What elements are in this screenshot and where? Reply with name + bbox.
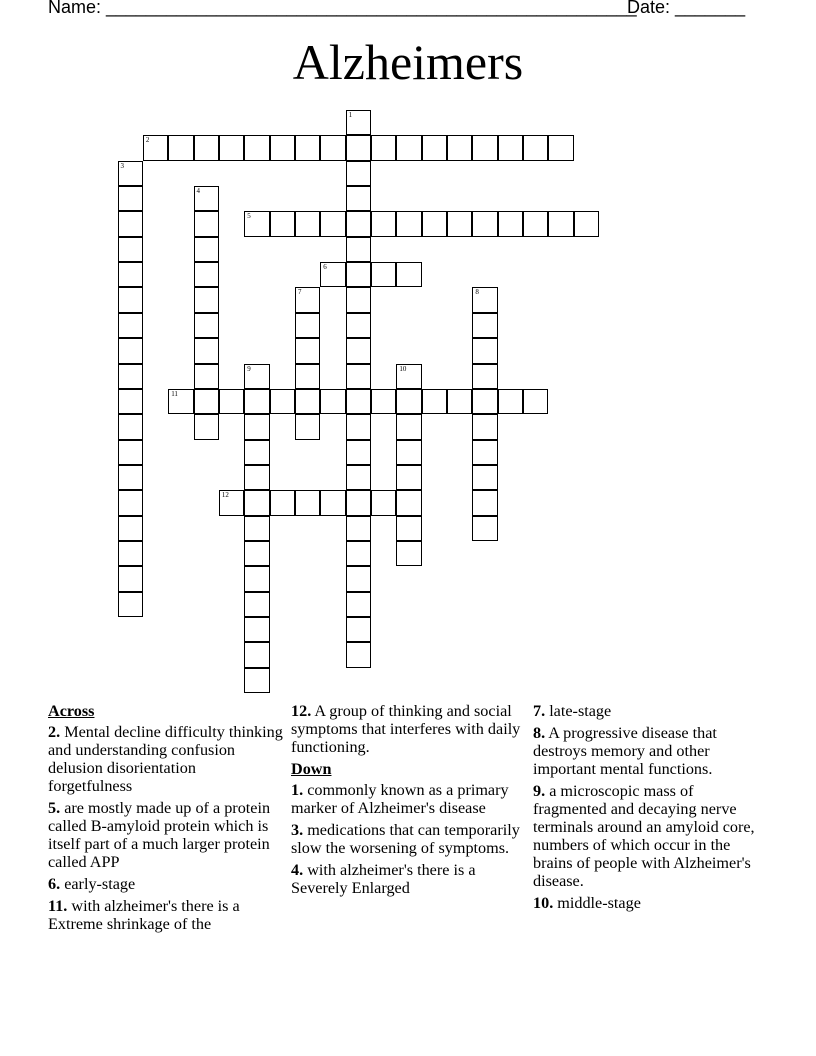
grid-cell[interactable] xyxy=(523,389,548,414)
down-heading: Down xyxy=(291,760,332,778)
grid-cell[interactable] xyxy=(194,135,219,160)
grid-cell[interactable] xyxy=(118,262,143,287)
grid-cell[interactable] xyxy=(346,211,371,236)
clues-column-2 xyxy=(291,702,527,901)
cell-number: 9 xyxy=(247,364,251,373)
grid-cell[interactable] xyxy=(422,211,447,236)
grid-cell[interactable] xyxy=(244,592,269,617)
grid-cell[interactable] xyxy=(118,211,143,236)
grid-cell[interactable] xyxy=(244,465,269,490)
clue-text: early-stage xyxy=(64,875,136,893)
grid-cell[interactable] xyxy=(118,490,143,515)
grid-cell[interactable] xyxy=(396,414,421,439)
grid-cell[interactable] xyxy=(295,338,320,363)
grid-cell[interactable] xyxy=(396,465,421,490)
cell-number: 5 xyxy=(247,212,251,221)
grid-cell[interactable] xyxy=(396,364,421,389)
grid-cell[interactable] xyxy=(168,135,193,160)
grid-cell[interactable] xyxy=(472,287,497,312)
clue-number: 3. xyxy=(291,821,304,839)
clue-number: 9. xyxy=(533,782,546,800)
cell-number: 7 xyxy=(297,288,302,297)
grid-cell[interactable] xyxy=(118,516,143,541)
grid-cell[interactable] xyxy=(118,364,143,389)
grid-cell[interactable] xyxy=(472,414,497,439)
grid-cell[interactable] xyxy=(270,389,295,414)
grid-cell[interactable] xyxy=(346,465,371,490)
grid-cell[interactable] xyxy=(194,313,219,338)
grid-cell[interactable] xyxy=(346,541,371,566)
grid-cell[interactable] xyxy=(346,287,371,312)
grid-cell[interactable] xyxy=(295,287,320,312)
grid-cell[interactable] xyxy=(118,338,143,363)
grid-cell[interactable] xyxy=(194,186,219,211)
cell-number: 11 xyxy=(171,389,178,398)
grid-cell[interactable] xyxy=(396,516,421,541)
grid-cell[interactable] xyxy=(346,414,371,439)
clue-down-1 xyxy=(291,781,527,817)
clue-down-10 xyxy=(533,894,769,912)
clue-text: a microscopic mass of fragmented and decaying nerve terminals around an amyloid core, numbers of which occur in the brains of people with Alzheimer's disease. xyxy=(533,782,755,890)
cell-number: 10 xyxy=(399,364,407,373)
grid-cell[interactable] xyxy=(548,135,573,160)
clue-text: Mental decline difficulty thinking and understanding confusion delusion disorientation forgetfulness xyxy=(48,723,283,795)
grid-cell[interactable] xyxy=(244,566,269,591)
grid-cell[interactable] xyxy=(498,135,523,160)
clue-across-11 xyxy=(48,897,284,933)
grid-cell[interactable] xyxy=(295,364,320,389)
grid-cell[interactable] xyxy=(219,389,244,414)
grid-cell[interactable] xyxy=(295,211,320,236)
grid-cell[interactable] xyxy=(346,237,371,262)
clue-down-8 xyxy=(533,724,769,778)
grid-cell[interactable] xyxy=(472,135,497,160)
clue-text: late-stage xyxy=(549,702,612,720)
grid-cell[interactable] xyxy=(320,135,345,160)
grid-cell[interactable] xyxy=(118,161,143,186)
grid-cell[interactable] xyxy=(447,211,472,236)
clue-number: 12. xyxy=(291,702,312,720)
grid-cell[interactable] xyxy=(118,237,143,262)
grid-cell[interactable] xyxy=(244,516,269,541)
grid-cell[interactable] xyxy=(244,135,269,160)
grid-cell[interactable] xyxy=(396,490,421,515)
grid-cell[interactable] xyxy=(396,262,421,287)
grid-cell[interactable] xyxy=(244,642,269,667)
grid-cell[interactable] xyxy=(244,440,269,465)
clue-down-9 xyxy=(533,782,769,890)
clue-text: with alzheimer's there is a Extreme shrinkage of the xyxy=(48,897,240,933)
grid-cell[interactable] xyxy=(118,465,143,490)
clue-across-5 xyxy=(48,799,284,871)
grid-cell[interactable] xyxy=(346,313,371,338)
grid-cell[interactable] xyxy=(371,135,396,160)
clue-down-4 xyxy=(291,861,527,897)
clue-text: with alzheimer's there is a Severely Enlarged xyxy=(291,861,476,897)
grid-cell[interactable] xyxy=(118,313,143,338)
grid-cell[interactable] xyxy=(498,389,523,414)
grid-cell[interactable] xyxy=(396,389,421,414)
clue-text: commonly known as a primary marker of Alzheimer's disease xyxy=(291,781,509,817)
name-label: Name: _____________________________________________________ xyxy=(48,0,637,17)
grid-cell[interactable] xyxy=(118,186,143,211)
grid-cell[interactable] xyxy=(396,541,421,566)
clue-number: 1. xyxy=(291,781,304,799)
grid-cell[interactable] xyxy=(295,313,320,338)
grid-cell[interactable] xyxy=(346,642,371,667)
puzzle-title: Alzheimers xyxy=(292,34,524,90)
grid-cell[interactable] xyxy=(472,364,497,389)
clue-number: 10. xyxy=(533,894,554,912)
grid-cell[interactable] xyxy=(118,566,143,591)
grid-cell[interactable] xyxy=(244,414,269,439)
grid-cell[interactable] xyxy=(143,135,168,160)
clue-across-12 xyxy=(291,702,527,756)
grid-cell[interactable] xyxy=(472,313,497,338)
grid-cell[interactable] xyxy=(574,211,599,236)
grid-cell[interactable] xyxy=(118,440,143,465)
clue-text: are mostly made up of a protein called B-amyloid protein which is itself part of a much larger protein called APP xyxy=(48,799,271,871)
clue-down-7 xyxy=(533,702,769,720)
grid-cell[interactable] xyxy=(472,389,497,414)
grid-cell[interactable] xyxy=(194,338,219,363)
grid-cell[interactable] xyxy=(346,161,371,186)
grid-cell[interactable] xyxy=(270,211,295,236)
grid-cell[interactable] xyxy=(168,389,193,414)
grid-cell[interactable] xyxy=(498,211,523,236)
grid-cell[interactable] xyxy=(244,364,269,389)
clue-number: 2. xyxy=(48,723,61,741)
grid-cell[interactable] xyxy=(447,135,472,160)
grid-cell[interactable] xyxy=(320,211,345,236)
clue-text: middle-stage xyxy=(557,894,641,912)
cell-number: 12 xyxy=(221,491,229,500)
grid-cell[interactable] xyxy=(396,440,421,465)
grid-cell[interactable] xyxy=(346,389,371,414)
cell-number: 3 xyxy=(120,161,124,170)
cell-number: 2 xyxy=(145,136,150,145)
clue-text: A progressive disease that destroys memory and other important mental functions. xyxy=(533,724,717,778)
grid-cell[interactable] xyxy=(219,135,244,160)
grid-cell[interactable] xyxy=(118,414,143,439)
grid-cell[interactable] xyxy=(320,262,345,287)
grid-cell[interactable] xyxy=(244,389,269,414)
cell-number: 1 xyxy=(348,111,353,119)
grid-cell[interactable] xyxy=(244,617,269,642)
grid-cell[interactable] xyxy=(219,490,244,515)
grid-cell[interactable] xyxy=(472,516,497,541)
grid-cell[interactable] xyxy=(472,211,497,236)
clue-across-2 xyxy=(48,723,284,795)
clue-number: 4. xyxy=(291,861,304,879)
grid-cell[interactable] xyxy=(118,287,143,312)
grid-cell[interactable] xyxy=(371,389,396,414)
grid-cell[interactable] xyxy=(270,490,295,515)
clue-number: 5. xyxy=(48,799,61,817)
grid-cell[interactable] xyxy=(194,287,219,312)
grid-cell[interactable] xyxy=(194,364,219,389)
grid-cell[interactable] xyxy=(396,211,421,236)
grid-cell[interactable] xyxy=(371,490,396,515)
grid-cell[interactable] xyxy=(548,211,573,236)
date-label: Date: _______ xyxy=(627,0,746,17)
grid-cell[interactable] xyxy=(118,389,143,414)
clue-number: 7. xyxy=(533,702,546,720)
clue-down-3 xyxy=(291,821,527,857)
grid-cell[interactable] xyxy=(194,389,219,414)
grid-cell[interactable] xyxy=(320,389,345,414)
grid-cell[interactable] xyxy=(422,389,447,414)
grid-cell[interactable] xyxy=(295,414,320,439)
grid-cell[interactable] xyxy=(447,389,472,414)
across-heading: Across xyxy=(48,702,95,720)
grid-cell[interactable] xyxy=(371,211,396,236)
grid-cell[interactable] xyxy=(346,110,371,135)
clues-column-1 xyxy=(48,702,284,937)
grid-cell[interactable] xyxy=(472,440,497,465)
clue-across-6 xyxy=(48,875,284,893)
grid-cell[interactable] xyxy=(422,135,447,160)
grid-cell[interactable] xyxy=(523,135,548,160)
grid-cell[interactable] xyxy=(295,389,320,414)
grid-cell[interactable] xyxy=(346,262,371,287)
grid-cell[interactable] xyxy=(244,541,269,566)
grid-cell[interactable] xyxy=(346,440,371,465)
grid-cell[interactable] xyxy=(118,541,143,566)
cell-number: 6 xyxy=(323,263,327,272)
clue-number: 11. xyxy=(48,897,68,915)
grid-cell[interactable] xyxy=(472,490,497,515)
clue-text: A group of thinking and social symptoms that interferes with daily functioning. xyxy=(291,702,521,756)
grid-cell[interactable] xyxy=(346,186,371,211)
cell-number: 4 xyxy=(196,187,201,196)
grid-cell[interactable] xyxy=(194,414,219,439)
clues-column-3 xyxy=(533,702,769,916)
grid-cell[interactable] xyxy=(194,262,219,287)
grid-cell[interactable] xyxy=(295,135,320,160)
grid-cell[interactable] xyxy=(472,465,497,490)
grid-cell[interactable] xyxy=(346,490,371,515)
grid-cell[interactable] xyxy=(346,566,371,591)
grid-cell[interactable] xyxy=(320,490,345,515)
grid-cell[interactable] xyxy=(346,516,371,541)
grid-cell[interactable] xyxy=(244,668,269,693)
clue-number: 8. xyxy=(533,724,546,742)
grid-cell[interactable] xyxy=(346,338,371,363)
grid-cell[interactable] xyxy=(244,490,269,515)
grid-cell[interactable] xyxy=(346,617,371,642)
grid-cell[interactable] xyxy=(194,237,219,262)
cell-number: 8 xyxy=(475,288,479,297)
grid-cell[interactable] xyxy=(118,592,143,617)
grid-cell[interactable] xyxy=(472,338,497,363)
grid-cell[interactable] xyxy=(346,135,371,160)
clue-number: 6. xyxy=(48,875,61,893)
grid-cell[interactable] xyxy=(346,592,371,617)
grid-cell[interactable] xyxy=(346,364,371,389)
grid-cell[interactable] xyxy=(396,135,421,160)
grid-cell[interactable] xyxy=(244,211,269,236)
grid-cell[interactable] xyxy=(371,262,396,287)
clue-text: medications that can temporarily slow the worsening of symptoms. xyxy=(291,821,520,857)
grid-cell[interactable] xyxy=(194,211,219,236)
grid-cell[interactable] xyxy=(523,211,548,236)
grid-cell[interactable] xyxy=(295,490,320,515)
grid-cell[interactable] xyxy=(270,135,295,160)
